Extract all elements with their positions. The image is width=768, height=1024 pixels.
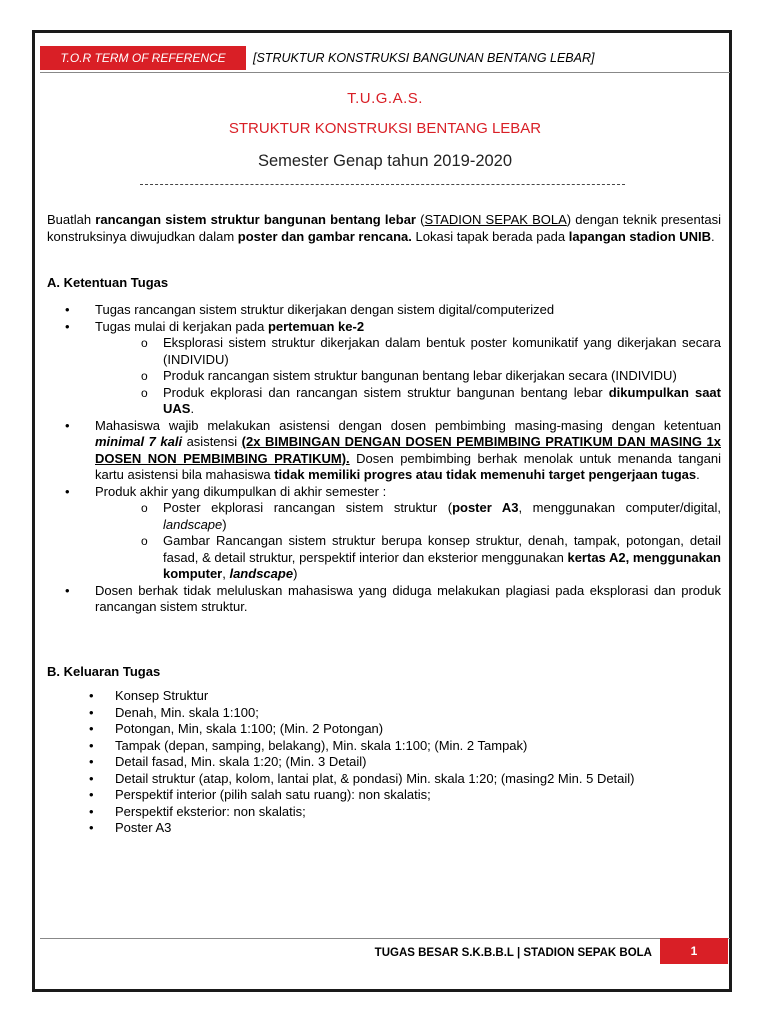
section-a-heading: A. Ketentuan Tugas (47, 275, 169, 290)
sub-list-item: o Eksplorasi sistem struktur dikerjakan dalam bentuk poster komunikatif yang dikerjakan secara (INDIVIDU) (163, 335, 721, 368)
sub-list-item: o Gambar Rancangan sistem struktur berupa konsep struktur, denah, tampak, potongan, detail fasad, & detail struktur, perspektif interior dan eksterior menggunakan kertas A2, menggunakan komputer, landscape) (163, 533, 721, 583)
page-header (40, 46, 730, 70)
sub-list-item: o Produk ekplorasi dan rancangan sistem struktur bangunan bentang lebar dikumpulkan saat UAS. (163, 385, 721, 418)
header-subtitle: [STRUKTUR KONSTRUKSI BANGUNAN BENTANG LEBAR] (253, 51, 595, 65)
list-item: • Tampak (depan, samping, belakang), Min. skala 1:100; (Min. 2 Tampak) (115, 738, 721, 755)
doc-title: T.U.G.A.S. (347, 90, 423, 107)
dashed-divider (140, 184, 625, 185)
list-item: • Detail struktur (atap, kolom, lantai plat, & pondasi) Min. skala 1:20; (masing2 Min. 5 Detail) (115, 771, 721, 788)
list-item: • Perspektif interior (pilih salah satu ruang): non skalatis; (115, 787, 721, 804)
section-a-list (47, 302, 721, 616)
list-item: • Produk akhir yang dikumpulkan di akhir semester : o Poster ekplorasi rancangan sistem struktur (poster A3, menggunakan computer/digital, landscape) o Gambar Rancangan sistem struktur berupa konsep struktur, denah, tampak, potongan, detail fasad, & detail struktur, perspektif interior dan eksterior menggunakan kertas A2, menggunakan komputer, landscape) (95, 484, 721, 583)
section-b-list (47, 688, 721, 837)
header-rule (40, 72, 730, 73)
doc-semester: Semester Genap tahun 2019-2020 (257, 152, 513, 170)
list-item: • Perspektif eksterior: non skalatis; (115, 804, 721, 821)
sub-list-item: o Produk rancangan sistem struktur bangunan bentang lebar dikerjakan secara (INDIVIDU) (163, 368, 721, 385)
intro-paragraph: Buatlah rancangan sistem struktur bangunan bentang lebar (STADION SEPAK BOLA) dengan teknik presentasi konstruksinya diwujudkan dalam poster dan gambar rencana. Lokasi tapak berada pada lapangan stadion UNIB. (47, 212, 721, 244)
list-item: • Tugas mulai di kerjakan pada pertemuan ke-2 o Eksplorasi sistem struktur dikerjakan dalam bentuk poster komunikatif yang dikerjakan secara (INDIVIDU) o Produk rancangan sistem struktur bangunan bentang lebar dikerjakan secara (INDIVIDU) o Produk ekplorasi dan rancangan sistem struktur bangunan bentang lebar dikumpulkan saat UAS. (95, 319, 721, 418)
doc-subtitle: STRUKTUR KONSTRUKSI BENTANG LEBAR (228, 120, 542, 137)
footer-text: TUGAS BESAR S.K.B.B.L | STADION SEPAK BOLA (374, 947, 652, 959)
list-item: • Dosen berhak tidak meluluskan mahasiswa yang diduga melakukan plagiasi pada eksplorasi dan produk rancangan sistem struktur. (95, 583, 721, 616)
section-b-heading: B. Keluaran Tugas (47, 664, 161, 679)
list-item: • Poster A3 (115, 820, 721, 837)
list-item: • Denah, Min. skala 1:100; (115, 705, 721, 722)
list-item: • Potongan, Min, skala 1:100; (Min. 2 Potongan) (115, 721, 721, 738)
sub-list-item: o Poster ekplorasi rancangan sistem struktur (poster A3, menggunakan computer/digital, landscape) (163, 500, 721, 533)
header-label: T.O.R TERM OF REFERENCE (40, 46, 246, 70)
list-item: • Konsep Struktur (115, 688, 721, 705)
list-item: • Detail fasad, Min. skala 1:20; (Min. 3 Detail) (115, 754, 721, 771)
footer-rule (40, 938, 730, 939)
list-item: • Tugas rancangan sistem struktur dikerjakan dengan sistem digital/computerized (95, 302, 721, 319)
page-number: 1 (660, 938, 728, 964)
list-item: • Mahasiswa wajib melakukan asistensi dengan dosen pembimbing masing-masing dengan ketentuan minimal 7 kali asistensi (2x BIMBINGAN DENGAN DOSEN PEMBIMBING PRATIKUM DAN MASING 1x DOSEN NON PEMBIMBING PRATIKUM). Dosen pembimbing berhak menolak untuk menanda tangani kartu asistensi bila mahasiswa tidak memiliki progres atau tidak memenuhi target pengerjaan tugas. (95, 418, 721, 484)
